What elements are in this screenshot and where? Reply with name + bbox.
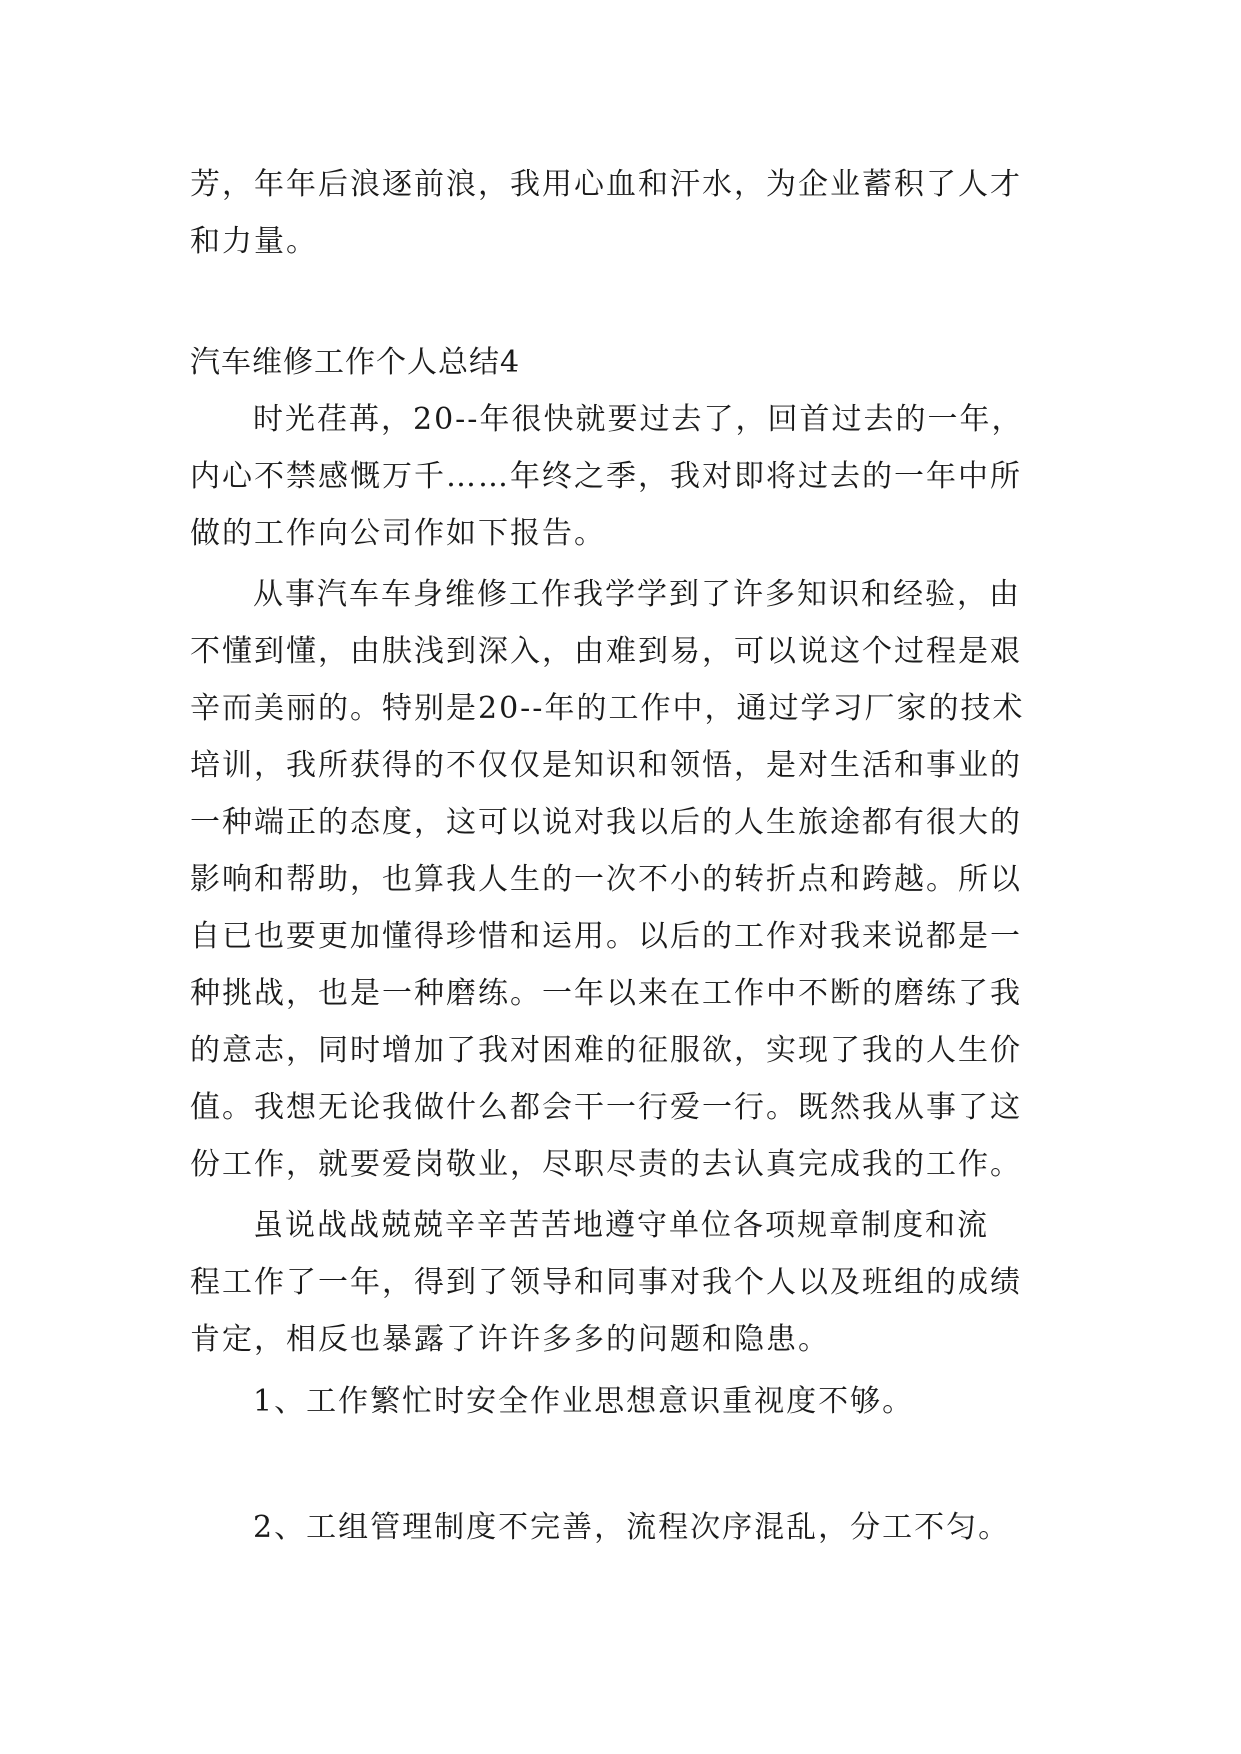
paragraph-2-line: 从事汽车车身维修工作我学学到了许多知识和经验，由 <box>253 577 1021 612</box>
list-item-1: 1、工作繁忙时安全作业思想意识重视度不够。 <box>253 1384 915 1419</box>
paragraph-1-line: 时光荏苒，20--年很快就要过去了，回首过去的一年， <box>253 402 1024 437</box>
paragraph-2-line: 影响和帮助，也算我人生的一次不小的转折点和跨越。所以 <box>190 862 1022 897</box>
continuation-line-2: 和力量。 <box>190 224 318 259</box>
continuation-line-1: 芳，年年后浪逐前浪，我用心血和汗水，为企业蓄积了人才 <box>190 167 1022 202</box>
section-heading: 汽车维修工作个人总结4 <box>190 345 521 380</box>
paragraph-2-line: 一种端正的态度，这可以说对我以后的人生旅途都有很大的 <box>190 805 1022 840</box>
paragraph-2-line: 种挑战，也是一种磨练。一年以来在工作中不断的磨练了我 <box>190 976 1022 1011</box>
paragraph-2-line: 自已也要更加懂得珍惜和运用。以后的工作对我来说都是一 <box>190 919 1022 954</box>
paragraph-3-line: 肯定，相反也暴露了许许多多的问题和隐患。 <box>190 1322 830 1357</box>
paragraph-1-line: 内心不禁感慨万千……年终之季，我对即将过去的一年中所 <box>190 459 1022 494</box>
paragraph-2-line: 的意志，同时增加了我对困难的征服欲，实现了我的人生价 <box>190 1033 1022 1068</box>
paragraph-2-line: 不懂到懂，由肤浅到深入，由难到易，可以说这个过程是艰 <box>190 634 1022 669</box>
paragraph-2-line: 辛而美丽的。特别是20--年的工作中，通过学习厂家的技术 <box>190 691 1025 726</box>
paragraph-2-line: 值。我想无论我做什么都会干一行爱一行。既然我从事了这 <box>190 1090 1022 1125</box>
paragraph-3-line: 虽说战战兢兢辛辛苦苦地遵守单位各项规章制度和流 <box>253 1208 989 1243</box>
list-item-2: 2、工组管理制度不完善，流程次序混乱，分工不匀。 <box>253 1510 1011 1545</box>
paragraph-1-line: 做的工作向公司作如下报告。 <box>190 516 606 551</box>
paragraph-3-line: 程工作了一年，得到了领导和同事对我个人以及班组的成绩 <box>190 1265 1022 1300</box>
paragraph-2-line: 培训，我所获得的不仅仅是知识和领悟，是对生活和事业的 <box>190 748 1022 783</box>
paragraph-2-line: 份工作，就要爱岗敬业，尽职尽责的去认真完成我的工作。 <box>190 1147 1022 1182</box>
